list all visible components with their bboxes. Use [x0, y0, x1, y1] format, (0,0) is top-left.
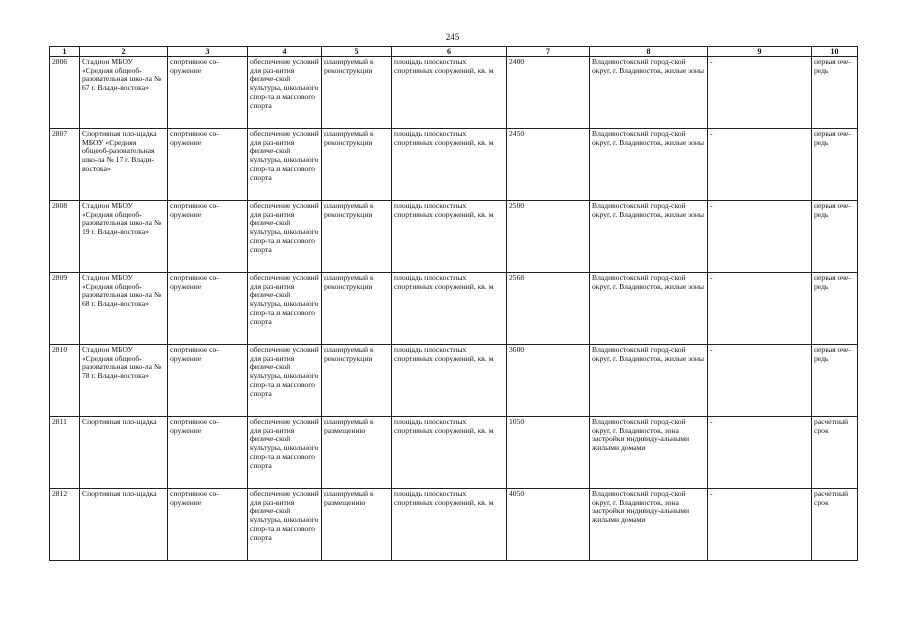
cell-term: первая оче-редь — [812, 273, 858, 345]
cell-location: Владивостокский город-ской округ, г. Владивосток, жилые зоны — [590, 201, 708, 273]
cell-type: спортивное со-оружение — [168, 489, 248, 561]
column-header: 3 — [168, 47, 248, 57]
column-header: 9 — [708, 47, 812, 57]
column-header: 7 — [507, 47, 590, 57]
cell-purpose: обеспечение условий для раз-вития физиче-ской культуры, школьного спор-та и массового спорта — [248, 129, 322, 201]
cell-purpose: обеспечение условий для раз-вития физиче-ской культуры, школьного спор-та и массового спорта — [248, 345, 322, 417]
table-row — [50, 273, 858, 345]
table-header-row — [50, 47, 858, 57]
cell-number: 2806 — [50, 57, 80, 129]
cell-purpose: обеспечение условий для раз-вития физиче-ской культуры, школьного спор-та и массового спорта — [248, 489, 322, 561]
cell-zone: - — [708, 129, 812, 201]
cell-type: спортивное со-оружение — [168, 57, 248, 129]
cell-zone: - — [708, 57, 812, 129]
cell-status: планируемый к размещению — [322, 417, 392, 489]
cell-name: Спортивная пло-щадка — [80, 417, 168, 489]
cell-type: спортивное со-оружение — [168, 201, 248, 273]
column-header: 5 — [322, 47, 392, 57]
column-header: 4 — [248, 47, 322, 57]
cell-status: планируемый к реконструкции — [322, 57, 392, 129]
cell-term: первая оче-редь — [812, 129, 858, 201]
cell-purpose: обеспечение условий для раз-вития физиче-ской культуры, школьного спор-та и массового спорта — [248, 273, 322, 345]
cell-term: первая оче-редь — [812, 345, 858, 417]
cell-name: Спортивная пло-щадка — [80, 489, 168, 561]
cell-term: расчетный срок — [812, 417, 858, 489]
cell-term: первая оче-редь — [812, 57, 858, 129]
cell-type: спортивное со-оружение — [168, 417, 248, 489]
cell-zone: - — [708, 489, 812, 561]
cell-purpose: обеспечение условий для раз-вития физиче-ской культуры, школьного спор-та и массового спорта — [248, 417, 322, 489]
cell-zone: - — [708, 417, 812, 489]
cell-name: Стадион МБОУ «Средняя общеоб-разовательная шко-ла № 19 г. Влади-востока» — [80, 201, 168, 273]
cell-type: спортивное со-оружение — [168, 273, 248, 345]
cell-name: Стадион МБОУ «Средняя общеоб-разовательная шко-ла № 67 г. Влади-востока» — [80, 57, 168, 129]
cell-term: расчетный срок — [812, 489, 858, 561]
cell-purpose: обеспечение условий для раз-вития физиче-ской культуры, школьного спор-та и массового спорта — [248, 57, 322, 129]
cell-number: 2811 — [50, 417, 80, 489]
cell-value: 2500 — [507, 201, 590, 273]
cell-name: Спортивная пло-щадка МБОУ «Средняя общеоб-разовательная шко-ла № 17 г. Влади-востока» — [80, 129, 168, 201]
cell-number: 2807 — [50, 129, 80, 201]
column-header: 6 — [392, 47, 507, 57]
cell-number: 2809 — [50, 273, 80, 345]
cell-type: спортивное со-оружение — [168, 345, 248, 417]
column-header: 1 — [50, 47, 80, 57]
cell-status: планируемый к размещению — [322, 489, 392, 561]
table-row — [50, 345, 858, 417]
cell-value: 3600 — [507, 345, 590, 417]
column-header: 2 — [80, 47, 168, 57]
cell-value: 1050 — [507, 417, 590, 489]
cell-status: планируемый к реконструкции — [322, 129, 392, 201]
cell-term: первая оче-редь — [812, 201, 858, 273]
cell-number: 2810 — [50, 345, 80, 417]
cell-characteristic: площадь плоскостных спортивных сооружений, кв. м — [392, 273, 507, 345]
page-number: 245 — [445, 32, 460, 42]
cell-name: Стадион МБОУ «Средняя общеоб-разовательная шко-ла № 78 г. Влади-востока» — [80, 345, 168, 417]
cell-value: 2400 — [507, 57, 590, 129]
table-row — [50, 57, 858, 129]
table-row — [50, 201, 858, 273]
cell-characteristic: площадь плоскостных спортивных сооружений, кв. м — [392, 417, 507, 489]
cell-location: Владивостокский город-ской округ, г. Владивосток, жилые зоны — [590, 345, 708, 417]
table-row — [50, 129, 858, 201]
cell-characteristic: площадь плоскостных спортивных сооружений, кв. м — [392, 489, 507, 561]
cell-characteristic: площадь плоскостных спортивных сооружений, кв. м — [392, 345, 507, 417]
cell-number: 2808 — [50, 201, 80, 273]
cell-location: Владивостокский город-ской округ, г. Владивосток, зона застройки индивиду-альными жилыми домами — [590, 489, 708, 561]
cell-location: Владивостокский город-ской округ, г. Владивосток, зона застройки индивиду-альными жилыми домами — [590, 417, 708, 489]
cell-location: Владивостокский город-ской округ, г. Владивосток, жилые зоны — [590, 57, 708, 129]
cell-location: Владивостокский город-ской округ, г. Владивосток, жилые зоны — [590, 273, 708, 345]
cell-value: 2450 — [507, 129, 590, 201]
cell-zone: - — [708, 345, 812, 417]
cell-purpose: обеспечение условий для раз-вития физиче-ской культуры, школьного спор-та и массового спорта — [248, 201, 322, 273]
registry-table — [49, 46, 858, 561]
cell-characteristic: площадь плоскостных спортивных сооружений, кв. м — [392, 57, 507, 129]
cell-location: Владивостокский город-ской округ, г. Владивосток, жилые зоны — [590, 129, 708, 201]
cell-name: Стадион МБОУ «Средняя общеоб-разовательная шко-ла № 68 г. Влади-востока» — [80, 273, 168, 345]
cell-type: спортивное со-оружение — [168, 129, 248, 201]
cell-value: 2568 — [507, 273, 590, 345]
cell-status: планируемый к реконструкции — [322, 201, 392, 273]
cell-status: планируемый к реконструкции — [322, 273, 392, 345]
column-header: 8 — [590, 47, 708, 57]
table-row — [50, 489, 858, 561]
cell-characteristic: площадь плоскостных спортивных сооружений, кв. м — [392, 129, 507, 201]
cell-characteristic: площадь плоскостных спортивных сооружений, кв. м — [392, 201, 507, 273]
column-header: 10 — [812, 47, 858, 57]
cell-number: 2812 — [50, 489, 80, 561]
cell-value: 4050 — [507, 489, 590, 561]
cell-zone: - — [708, 273, 812, 345]
cell-status: планируемый к реконструкции — [322, 345, 392, 417]
cell-zone: - — [708, 201, 812, 273]
table-row — [50, 417, 858, 489]
